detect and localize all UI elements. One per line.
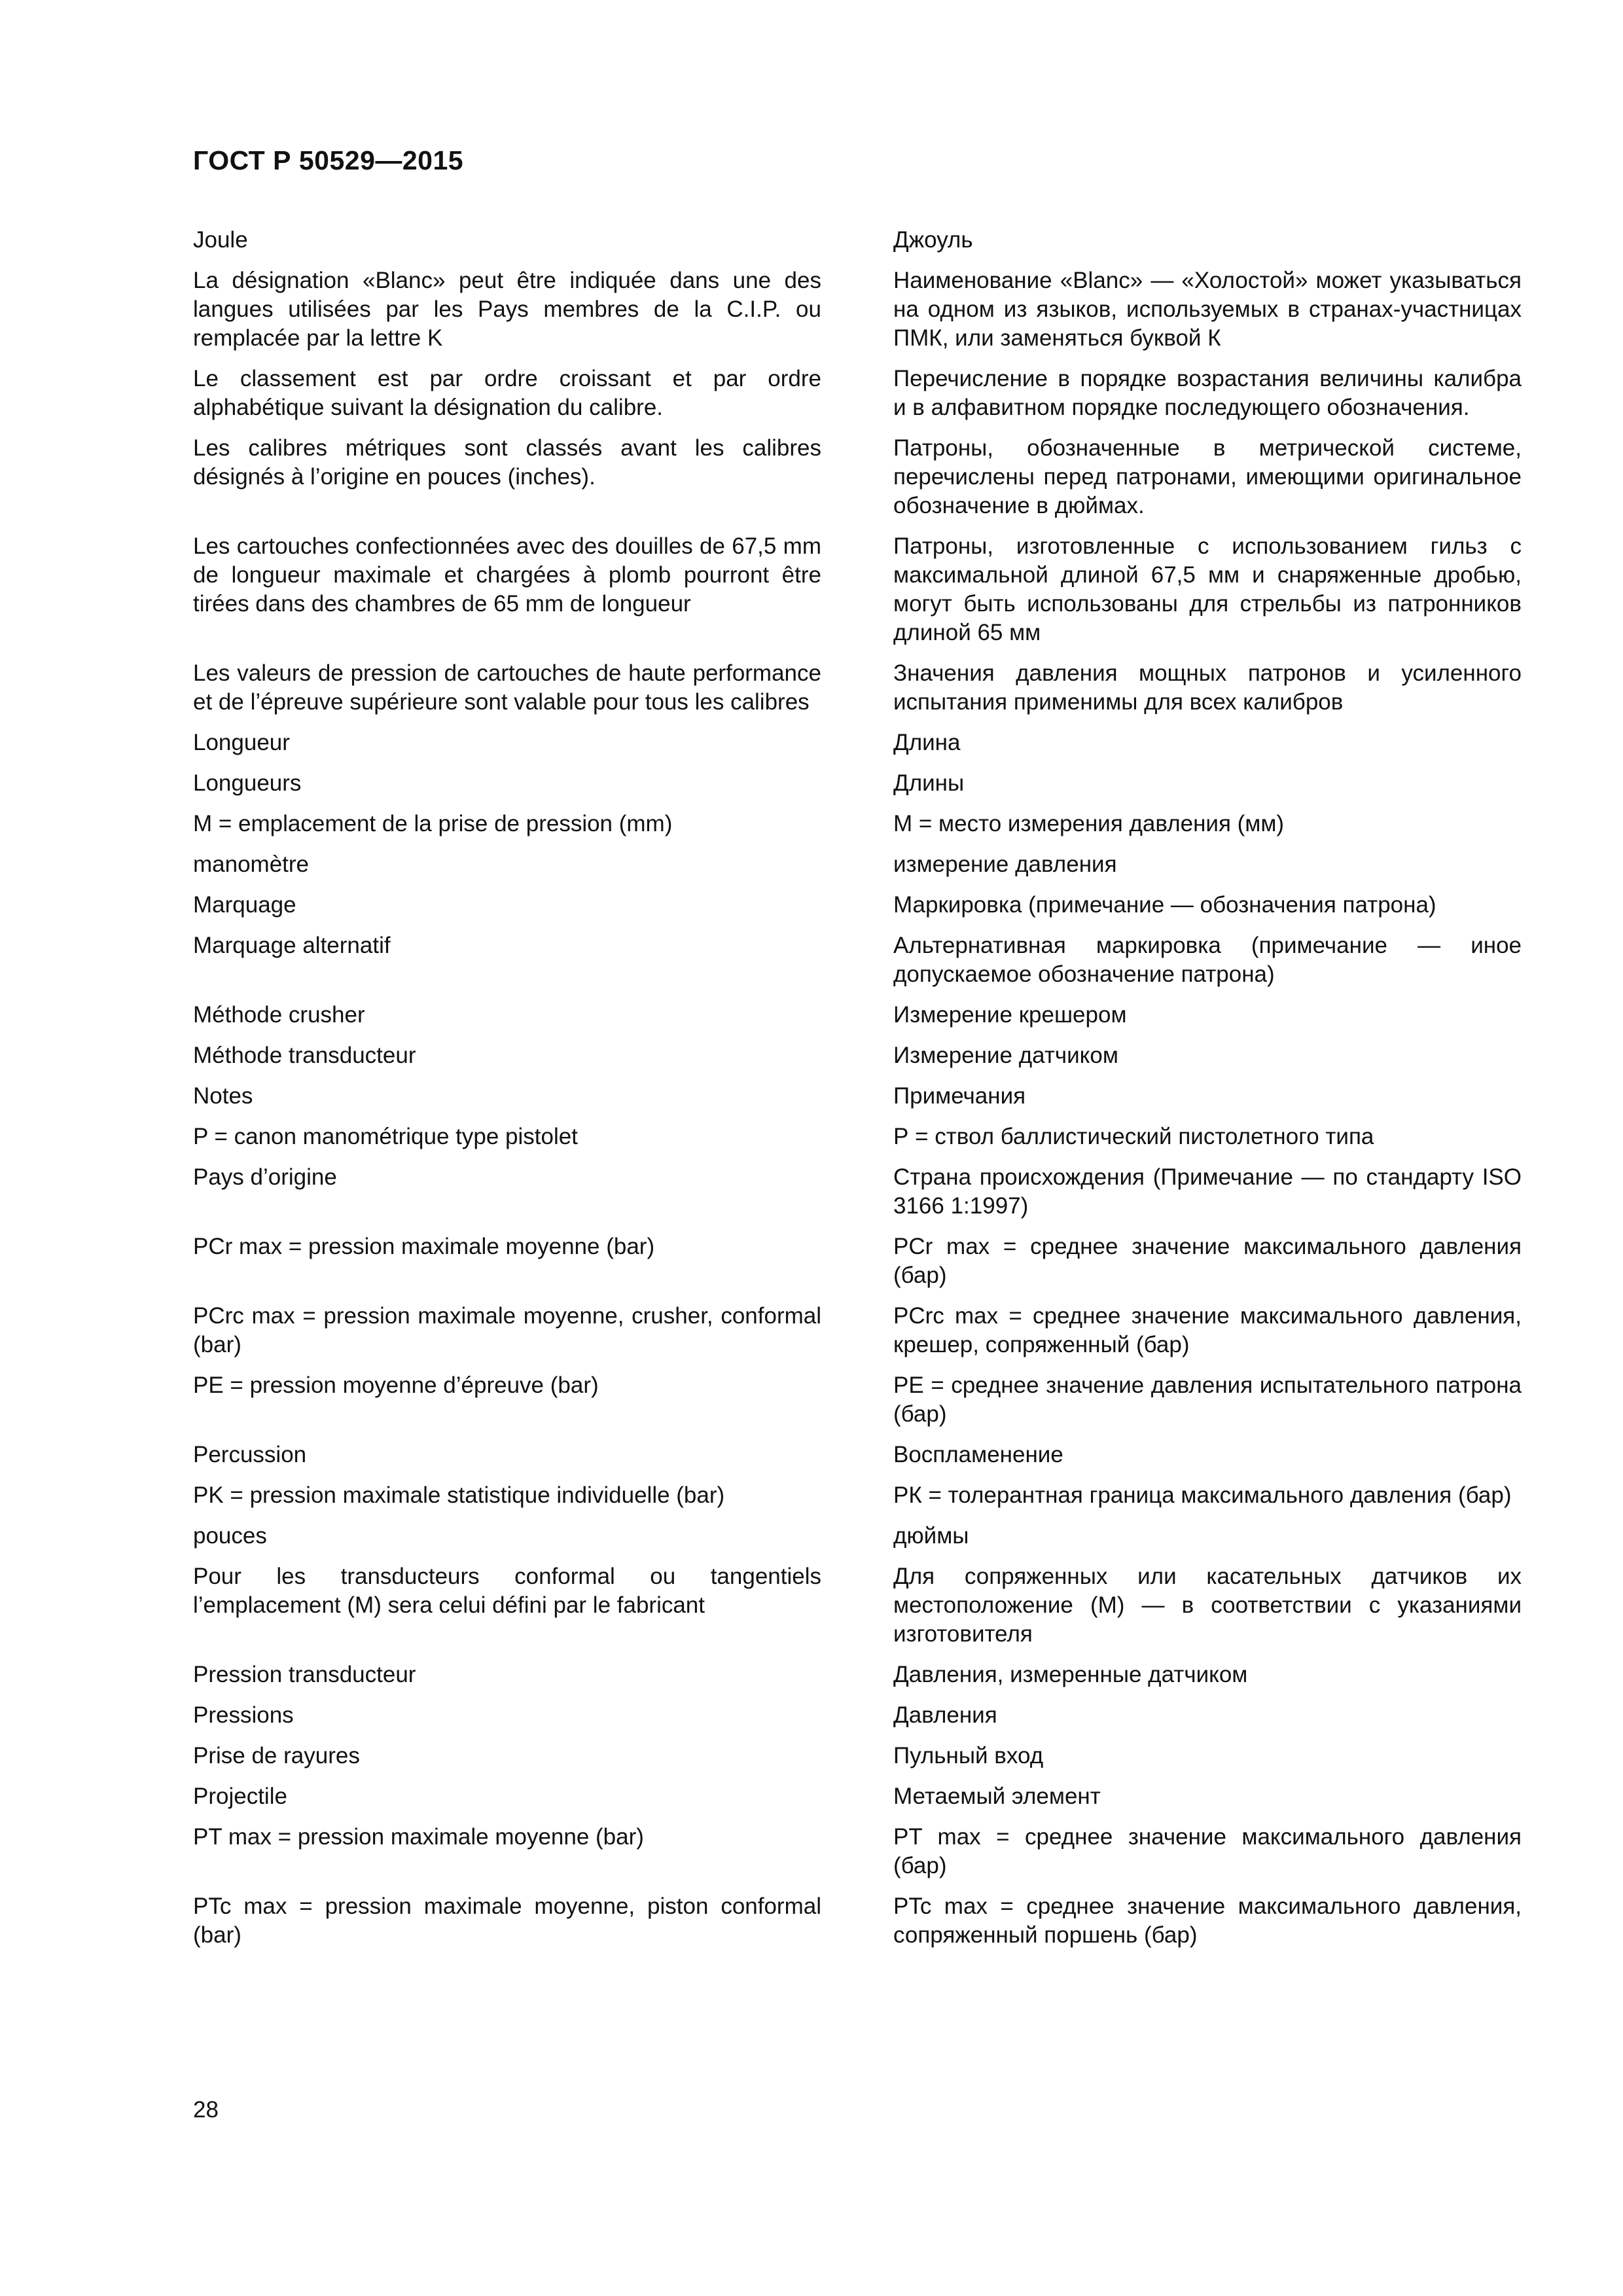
russian-term: PT max = среднее значение максимального давления (бар) [893, 1824, 1522, 1878]
french-term: Les cartouches confectionnées avec des douilles de 67,5 mm de longueur maximale et chargées à plomb pourront être tirées dans des chambres de 65 mm de longueur [193, 533, 821, 617]
french-term: Marquage [193, 892, 296, 918]
glossary-row [193, 1441, 1522, 1469]
french-term: Percussion [193, 1442, 307, 1467]
russian-term: Примечания [893, 1083, 1026, 1109]
french-term: Méthode crusher [193, 1002, 365, 1028]
glossary-table [193, 226, 1522, 1962]
russian-term: PTc max = среднее значение максимального давления, сопряженный поршень (бар) [893, 1893, 1522, 1948]
russian-term: Маркировка (примечание — обозначения патрона) [893, 892, 1436, 918]
russian-term: Воспламенение [893, 1442, 1063, 1467]
glossary-row [193, 891, 1522, 920]
french-term: Le classement est par ordre croissant et par ordre alphabétique suivant la désignation du calibre. [193, 366, 821, 420]
glossary-row [193, 659, 1522, 717]
glossary-row [193, 1082, 1522, 1111]
glossary-row [193, 1522, 1522, 1551]
russian-term: Перечисление в порядке возрастания величины калибра и в алфавитном порядке последующего обозначения. [893, 366, 1522, 420]
glossary-row [193, 728, 1522, 757]
french-term: Les valeurs de pression de cartouches de haute performance et de l’épreuve supérieure sont valable pour tous les calibres [193, 660, 821, 715]
glossary-row [193, 1823, 1522, 1880]
russian-term: Пульный вход [893, 1743, 1044, 1768]
russian-term: РК = толерантная граница максимального давления (бар) [893, 1482, 1512, 1508]
french-term: manomètre [193, 852, 310, 877]
glossary-row [193, 1302, 1522, 1359]
russian-term: PCr max = среднее значение максимального давления (бар) [893, 1234, 1522, 1288]
russian-term: Для сопряженных или касательных датчиков их местоположение (М) — в соответствии с указаниями изготовителя [893, 1564, 1522, 1647]
french-term: Marquage alternatif [193, 933, 391, 958]
french-term: Projectile [193, 1784, 287, 1809]
glossary-row [193, 532, 1522, 647]
russian-term: Измерение датчиком [893, 1043, 1118, 1068]
russian-term: Страна происхождения (Примечание — по стандарту ISO 3166 1:1997) [893, 1164, 1522, 1219]
russian-term: Джоуль [893, 227, 973, 253]
french-term: Prise de rayures [193, 1743, 360, 1768]
french-term: PE = pression moyenne d’épreuve (bar) [193, 1372, 599, 1398]
french-term: M = emplacement de la prise de pression (mm) [193, 811, 673, 836]
russian-term: РЕ = среднее значение давления испытательного патрона (бар) [893, 1372, 1522, 1427]
french-term: PK = pression maximale statistique individuelle (bar) [193, 1482, 725, 1508]
glossary-row [193, 931, 1522, 989]
glossary-row [193, 1122, 1522, 1151]
russian-term: Давления [893, 1702, 997, 1728]
glossary-row [193, 1001, 1522, 1030]
french-term: La désignation «Blanc» peut être indiquée dans une des langues utilisées par les Pays membres de la C.I.P. ou remplacée par la lettre K [193, 268, 821, 351]
russian-term: Длины [893, 770, 965, 796]
glossary-row [193, 434, 1522, 520]
glossary-row [193, 1041, 1522, 1070]
french-term: Longueurs [193, 770, 302, 796]
glossary-row [193, 1232, 1522, 1290]
glossary-row [193, 266, 1522, 353]
french-term: PCrc max = pression maximale moyenne, crusher, conformal (bar) [193, 1303, 821, 1357]
russian-term: дюймы [893, 1523, 969, 1549]
french-term: Pays d’origine [193, 1164, 337, 1190]
glossary-row [193, 1481, 1522, 1510]
russian-term: Давления, измеренные датчиком [893, 1662, 1248, 1687]
french-term: Longueur [193, 730, 290, 755]
russian-term: измерение давления [893, 852, 1117, 877]
glossary-row [193, 1371, 1522, 1429]
russian-term: М = место измерения давления (мм) [893, 811, 1285, 836]
russian-term: Значения давления мощных патронов и усиленного испытания применимы для всех калибров [893, 660, 1522, 715]
glossary-row [193, 810, 1522, 838]
french-term: PTc max = pression maximale moyenne, piston conformal (bar) [193, 1893, 821, 1948]
russian-term: Альтернативная маркировка (примечание — иное допускаемое обозначение патрона) [893, 933, 1522, 987]
russian-term: Патроны, изготовленные с использованием гильз с максимальной длиной 67,5 мм и снаряженные дробью, могут быть использованы для стрельбы из патронников длиной 65 мм [893, 533, 1522, 645]
french-term: P = canon manométrique type pistolet [193, 1124, 578, 1149]
document-header: ГОСТ Р 50529—2015 [193, 145, 464, 175]
glossary-row [193, 1742, 1522, 1770]
french-term: Notes [193, 1083, 253, 1109]
glossary-row [193, 1782, 1522, 1811]
glossary-row [193, 1562, 1522, 1649]
glossary-row [193, 1701, 1522, 1730]
russian-term: Наименование «Blanc» — «Холостой» может указываться на одном из языков, используемых в странах-участницах ПМК, или заменяться буквой К [893, 268, 1522, 351]
russian-term: Измерение крешером [893, 1002, 1127, 1028]
french-term: Méthode transducteur [193, 1043, 416, 1068]
russian-term: Метаемый элемент [893, 1784, 1101, 1809]
glossary-row [193, 226, 1522, 255]
glossary-row [193, 769, 1522, 798]
russian-term: PCrc max = среднее значение максимального давления, крешер, сопряженный (бар) [893, 1303, 1522, 1357]
page-number: 28 [193, 2097, 219, 2123]
glossary-row [193, 850, 1522, 879]
french-term: PCr max = pression maximale moyenne (bar) [193, 1234, 655, 1259]
russian-term: Длина [893, 730, 961, 755]
french-term: PT max = pression maximale moyenne (bar) [193, 1824, 644, 1850]
french-term: pouces [193, 1523, 267, 1549]
glossary-row [193, 1660, 1522, 1689]
glossary-row [193, 1163, 1522, 1221]
russian-term: Р = ствол баллистический пистолетного типа [893, 1124, 1374, 1149]
french-term: Pour les transducteurs conformal ou tangentiels l’emplacement (M) sera celui défini par le fabricant [193, 1564, 821, 1618]
glossary-row [193, 365, 1522, 422]
russian-term: Патроны, обозначенные в метрической системе, перечислены перед патронами, имеющими оригинальное обозначение в дюймах. [893, 435, 1522, 518]
french-term: Joule [193, 227, 248, 253]
french-term: Pression transducteur [193, 1662, 416, 1687]
french-term: Pressions [193, 1702, 294, 1728]
french-term: Les calibres métriques sont classés avant les calibres désignés à l’origine en pouces (inches). [193, 435, 821, 490]
glossary-row [193, 1892, 1522, 1950]
